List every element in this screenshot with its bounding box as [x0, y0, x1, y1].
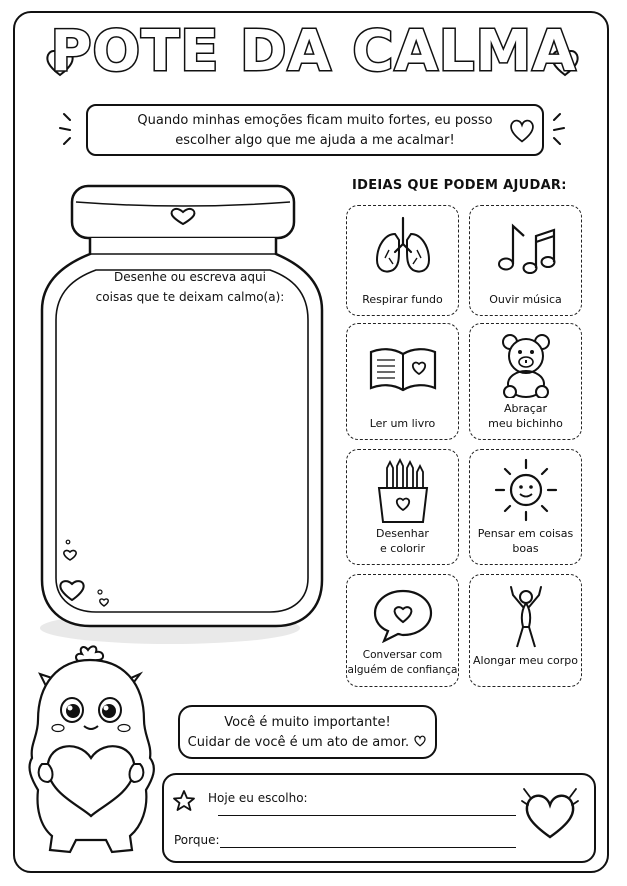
idea-label: Abraçar meu bichinho	[488, 402, 563, 430]
message-bubble	[178, 705, 437, 759]
book-icon	[367, 344, 439, 396]
page-title: POTE DA CALMA	[50, 19, 577, 84]
idea-card-music	[469, 205, 582, 316]
sparkle-lines-icon	[56, 110, 80, 150]
idea-card-think	[469, 449, 582, 565]
idea-label: Respirar fundo	[362, 293, 443, 306]
lungs-icon	[371, 214, 435, 280]
sun-icon	[491, 456, 561, 524]
heart-icon	[508, 118, 536, 144]
idea-label: Ler um livro	[369, 417, 436, 430]
message-line-2: Cuidar de você é um ato de amor.	[180, 733, 435, 753]
star-icon	[172, 789, 196, 813]
idea-card-talk	[346, 574, 459, 687]
music-notes-icon	[494, 220, 558, 278]
idea-label: Ouvir música	[489, 293, 562, 306]
choice-box	[162, 773, 596, 863]
jar-line-1: Desenhe ou escreva aqui	[114, 270, 266, 284]
monster-mascot	[18, 640, 168, 862]
message-line-1: Você é muito importante!	[224, 715, 391, 730]
idea-card-stretch	[469, 574, 582, 687]
idea-label: Conversar com alguém de confiança	[347, 649, 458, 676]
jar-drawing	[30, 180, 330, 650]
today-answer-line[interactable]	[218, 815, 516, 816]
jar-line-2: coisas que te deixam calmo(a):	[95, 290, 285, 304]
ideas-heading: IDEIAS QUE PODEM AJUDAR:	[352, 178, 567, 193]
idea-card-read	[346, 323, 459, 440]
intro-box	[86, 104, 544, 156]
intro-line-2: escolher algo que me ajuda a me acalmar!	[175, 133, 455, 148]
sparkle-lines-icon	[544, 110, 568, 150]
idea-label: Alongar meu corpo	[473, 654, 578, 667]
intro-line-1: Quando minhas emoções ficam muito fortes, eu posso	[137, 113, 493, 128]
heart-icon	[518, 785, 582, 847]
idea-card-breathe	[346, 205, 459, 316]
idea-label: Desenhar e colorir	[376, 527, 429, 555]
why-answer-line[interactable]	[220, 847, 516, 848]
idea-card-draw	[346, 449, 459, 565]
jar-instructions	[70, 267, 310, 307]
speech-bubble-icon	[371, 587, 435, 643]
idea-label: Pensar em coisas boas	[477, 527, 574, 555]
pencils-icon	[373, 458, 433, 526]
stretching-person-icon	[501, 583, 551, 651]
heart-icon	[413, 734, 427, 746]
why-label: Porque:	[174, 833, 220, 847]
teddy-bear-icon	[496, 332, 556, 398]
today-label: Hoje eu escolho:	[208, 791, 308, 805]
idea-card-hug	[469, 323, 582, 440]
